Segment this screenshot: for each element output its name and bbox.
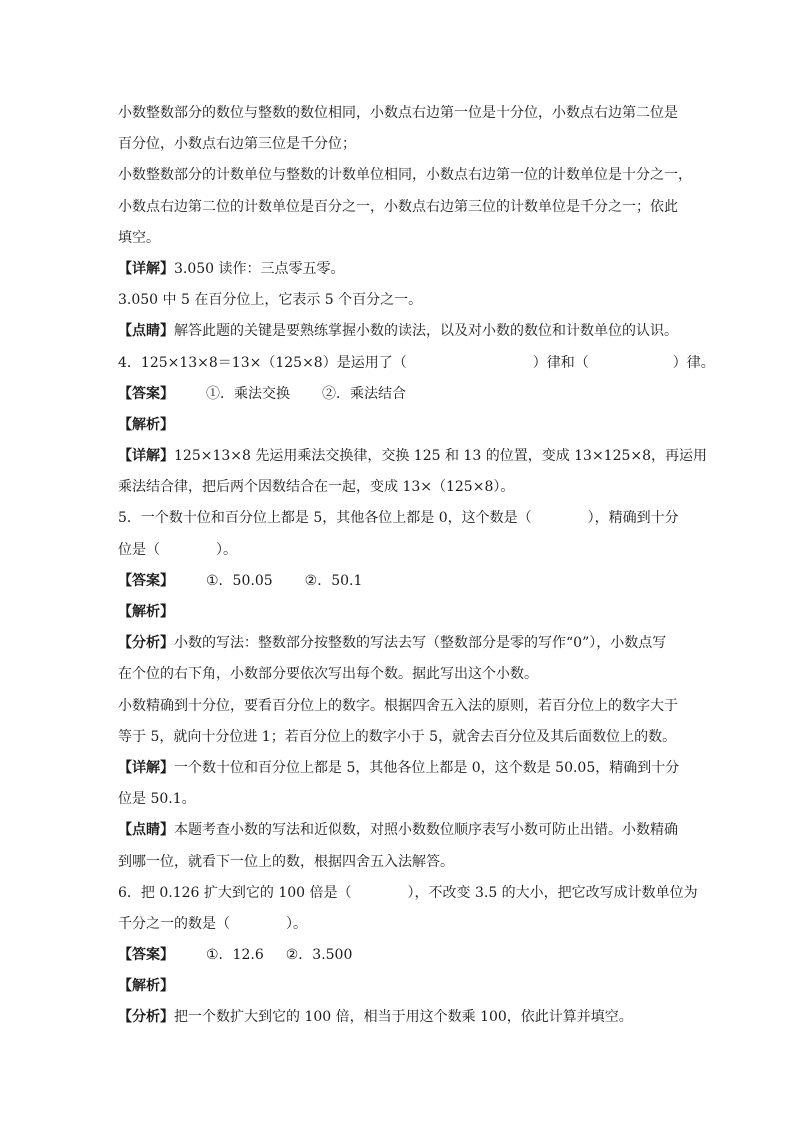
answer-2: ②．乘法结合 bbox=[322, 385, 406, 402]
text-line: 等于 5，就向十分位进 1；若百分位上的数字小于 5，就舍去百分位及其后面数位上的数。 bbox=[118, 728, 677, 745]
document-page bbox=[118, 98, 715, 1034]
text-line: 乘法结合律，把后两个因数结合在一起，变成 13×（125×8）。 bbox=[118, 479, 515, 496]
analysis-detail-text: 小数的写法：整数部分按整数的写法去写（整数部分是零的写作“0”），小数点写 bbox=[174, 635, 667, 652]
analysis-detail-line bbox=[118, 1002, 680, 1033]
text-line: 小数整数部分的数位与整数的数位相同，小数点右边第一位是十分位，小数点右边第二位是 bbox=[118, 105, 678, 121]
analysis-detail-tag: 【分析】 bbox=[118, 635, 174, 652]
text-line: 千分之一的数是（ ）。 bbox=[118, 915, 307, 932]
analysis-line bbox=[118, 971, 680, 1002]
text-line: 小数精确到十分位，要看百分位上的数字。根据四舍五入法的原则，若百分位上的数字大于 bbox=[118, 697, 678, 714]
remark-tag: 【点睛】 bbox=[118, 822, 174, 839]
detail-tag: 【详解】 bbox=[118, 260, 174, 277]
analysis-detail-text: 把一个数扩大到它的 100 倍，相当于用这个数乘 100，依此计算并填空。 bbox=[174, 1009, 633, 1026]
detail-text: 125×13×8 先运用乘法交换律，交换 125 和 13 的位置，变成 13×125×8，再运用 bbox=[174, 448, 708, 465]
text-line: 到哪一位，就看下一位上的数，根据四舍五入法解答。 bbox=[118, 853, 454, 870]
remark-tag: 【点睛】 bbox=[118, 323, 174, 340]
analysis-line bbox=[118, 597, 680, 628]
detail-line bbox=[118, 254, 680, 285]
analysis-detail-tag: 【分析】 bbox=[118, 1009, 174, 1026]
detail-tag: 【详解】 bbox=[118, 448, 174, 465]
question-6: 6．把 0.126 扩大到它的 100 倍是（ ），不改变 3.5 的大小，把它改写成计数单位为 bbox=[118, 884, 698, 901]
analysis-tag: 【解析】 bbox=[118, 604, 174, 620]
remark-line bbox=[118, 815, 680, 846]
text-line: 百分位，小数点右边第三位是千分位； bbox=[118, 136, 356, 153]
answer-1: ①．12.6 bbox=[206, 947, 264, 964]
detail-text: 3.050 读作：三点零五零。 bbox=[174, 260, 345, 277]
answer-tag: 【答案】 bbox=[118, 385, 174, 402]
answer-tag: 【答案】 bbox=[118, 947, 174, 964]
answer-tag: 【答案】 bbox=[118, 572, 174, 589]
remark-text: 本题考查小数的写法和近似数，对照小数数位顺序表写小数可防止出错。小数精确 bbox=[174, 822, 678, 839]
analysis-tag: 【解析】 bbox=[118, 416, 174, 433]
answer-2: ②．3.500 bbox=[285, 947, 353, 964]
text-line: 3.050 中 5 在百分位上，它表示 5 个百分之一。 bbox=[118, 292, 423, 309]
detail-line bbox=[118, 441, 708, 472]
question-5: 5．一个数十位和百分位上都是 5，其他各位上都是 0，这个数是（ ），精确到十分 bbox=[118, 510, 679, 527]
question-4: 4．125×13×8＝13×（125×8）是运用了（ ）律和（ ）律。 bbox=[118, 354, 715, 371]
text-line: 小数整数部分的计数单位与整数的计数单位相同，小数点右边第一位的计数单位是十分之一， bbox=[118, 167, 692, 184]
answer-line bbox=[118, 566, 680, 597]
analysis-line bbox=[118, 410, 680, 441]
answer-line bbox=[118, 940, 680, 971]
detail-tag: 【详解】 bbox=[118, 759, 174, 776]
detail-text: 一个数十位和百分位上都是 5，其他各位上都是 0，这个数是 50.05，精确到十分 bbox=[174, 759, 680, 776]
answer-1: ①．乘法交换 bbox=[206, 385, 290, 402]
answer-2: ②．50.1 bbox=[304, 572, 363, 589]
analysis-detail-line bbox=[118, 628, 680, 659]
text-line: 位是（ ）。 bbox=[118, 541, 237, 558]
text-line: 在个位的右下角，小数部分要依次写出每个数。据此写出这个小数。 bbox=[118, 666, 538, 683]
remark-line bbox=[118, 316, 680, 347]
text-line: 填空。 bbox=[118, 229, 160, 246]
answer-1: ①．50.05 bbox=[206, 572, 273, 589]
answer-line bbox=[118, 379, 680, 410]
text-line: 小数点右边第二位的计数单位是百分之一，小数点右边第三位的计数单位是千分之一；依此 bbox=[118, 198, 678, 215]
remark-text: 解答此题的关键是要熟练掌握小数的读法，以及对小数的数位和计数单位的认识。 bbox=[174, 323, 678, 340]
analysis-tag: 【解析】 bbox=[118, 978, 174, 995]
text-line: 位是 50.1。 bbox=[118, 791, 196, 808]
detail-line bbox=[118, 753, 680, 784]
